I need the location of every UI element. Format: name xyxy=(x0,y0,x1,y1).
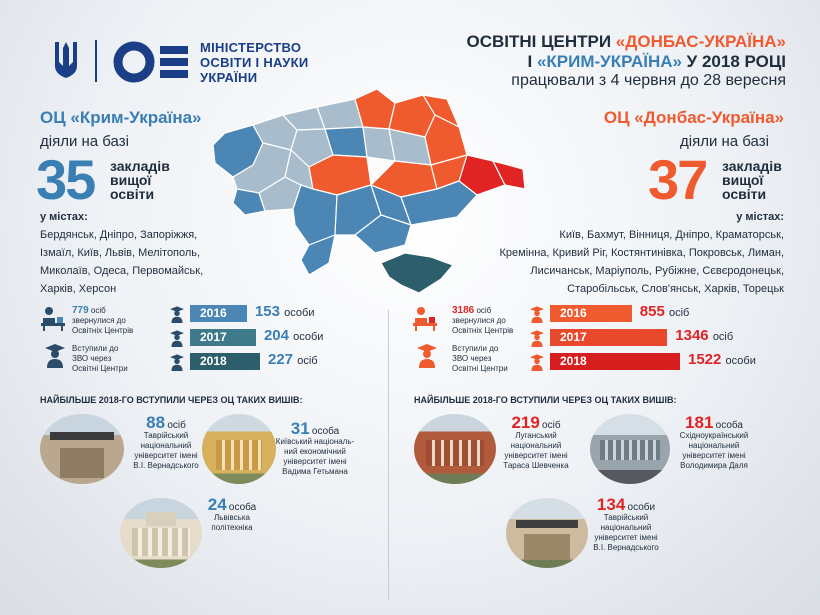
uni-card: 181 особа Східноукраїнський національний університет імені Володимира Даля xyxy=(679,413,749,470)
left-bar-2017 xyxy=(190,329,256,346)
right-bar-value xyxy=(675,327,733,344)
right-count-label: закладів вищої освіти xyxy=(722,158,782,202)
left-oc-title: ОЦ «Крим-Україна» xyxy=(40,108,202,127)
bar-year-label: 2018 xyxy=(200,354,227,368)
uni-card: 31 особа Київський національ- ний економічний університет імені Вадима Гетьмана xyxy=(275,419,355,476)
bar-value-number: 1346 xyxy=(675,327,709,344)
university-photo xyxy=(506,498,588,568)
uni-card: 219 осіб Луганський національний університет імені Тараса Шевченка xyxy=(503,413,569,470)
left-section-title: НАЙБІЛЬШЕ 2018-ГО ВСТУПИЛИ ЧЕРЕЗ ОЦ ТАКИХ ВИШІВ: xyxy=(40,395,303,405)
right-bar-2018 xyxy=(550,353,680,370)
right-enrolled: Вступили до ЗВО через Освітні Центри xyxy=(452,344,508,373)
ministry-name: МІНІСТЕРСТВО ОСВІТИ І НАУКИ УКРАЇНИ xyxy=(200,40,309,85)
university-photo xyxy=(414,414,496,484)
left-bar-value xyxy=(268,351,318,368)
bar-value-number: 227 xyxy=(268,351,294,368)
page-subtitle: працювали з 4 червня до 28 вересня xyxy=(511,72,786,89)
uni-card: 134 особи Таврійський національний університет імені В.І. Вернадського xyxy=(593,495,659,552)
left-enrolled: Вступили до ЗВО через Освітні Центри xyxy=(72,344,128,373)
bar-year-label: 2018 xyxy=(560,354,587,368)
center-divider xyxy=(388,310,389,600)
graduate-icon xyxy=(528,329,546,347)
right-on-base: діяли на базі xyxy=(680,133,769,150)
graduate-icon xyxy=(528,353,546,371)
right-oc-title: ОЦ «Донбас-Україна» xyxy=(603,108,784,127)
bar-value-unit: особи xyxy=(284,307,315,319)
bar-value-unit: осіб xyxy=(297,355,318,367)
university-photo xyxy=(590,414,670,484)
bar-value-unit: осіб xyxy=(668,307,690,319)
graduate-icon xyxy=(44,342,66,368)
left-bar-2018 xyxy=(190,353,260,370)
bar-year-label: 2016 xyxy=(560,306,587,320)
trident-icon xyxy=(52,40,80,80)
desk-person-icon xyxy=(412,306,438,332)
right-cities-header: у містах: xyxy=(736,211,784,223)
right-bar-2017 xyxy=(550,329,667,346)
map-region xyxy=(293,185,337,245)
graduate-icon xyxy=(168,329,186,347)
graduate-icon xyxy=(416,342,438,368)
bar-value-number: 855 xyxy=(639,303,665,320)
left-bar-value xyxy=(255,303,315,320)
bar-value-number: 1522 xyxy=(688,351,722,368)
left-count: 35 xyxy=(36,148,95,211)
bar-value-unit: особи xyxy=(293,331,324,343)
left-cities-header: у містах: xyxy=(40,211,88,223)
right-count: 37 xyxy=(648,148,707,211)
bar-value-unit: особи xyxy=(725,355,756,367)
right-bar-value xyxy=(640,303,690,320)
uni-card: 24 особа Львівська політехніка xyxy=(207,495,257,532)
desk-person-icon xyxy=(40,306,66,332)
graduate-icon xyxy=(168,305,186,323)
graduate-icon xyxy=(168,353,186,371)
bar-year-label: 2017 xyxy=(560,330,587,344)
bar-year-label: 2017 xyxy=(200,330,227,344)
left-bar-2016 xyxy=(190,305,247,322)
ministry-logo-icon xyxy=(112,40,192,84)
right-applied: 3186 осіб звернулися до Освітніх Центрів xyxy=(452,305,514,335)
bar-value-unit: осіб xyxy=(712,331,734,343)
right-section-title: НАЙБІЛЬШЕ 2018-ГО ВСТУПИЛИ ЧЕРЕЗ ОЦ ТАКИХ ВИШІВ: xyxy=(414,395,677,405)
university-photo xyxy=(40,414,124,484)
logo-divider xyxy=(95,40,97,82)
graduate-icon xyxy=(528,305,546,323)
university-photo xyxy=(202,414,276,484)
left-count-label: закладів вищої освіти xyxy=(110,158,170,202)
left-bar-value xyxy=(264,327,324,344)
right-bar-2016 xyxy=(550,305,632,322)
right-cities: Київ, Бахмут, Вінниця, Дніпро, Краматорськ, Кремінна, Кривий Ріг, Костянтинівка, Покровськ, Лиман, Лисичанськ, Маріуполь, Рубіжне, Сєвєродонецьк, Старобільськ, Слов'янськ, Харків, Торецьк xyxy=(499,229,784,295)
left-on-base: діяли на базі xyxy=(40,133,129,150)
bar-value-number: 153 xyxy=(254,303,280,320)
bar-value-number: 204 xyxy=(263,327,289,344)
left-cities: Бердянськ, Дніпро, Запоріжжя, Ізмаїл, Київ, Львів, Мелітополь, Миколаїв, Одеса, Первомайськ, Харків, Херсон xyxy=(40,229,204,295)
uni-card: 88 осіб Таврійський національний університет імені В.І. Вернадського xyxy=(133,413,199,470)
right-bar-value xyxy=(688,351,756,368)
left-applied: 779 осіб звернулися до Освітніх Центрів xyxy=(72,305,134,335)
bar-year-label: 2016 xyxy=(200,306,227,320)
page-title: ОСВІТНІ ЦЕНТРИ «ДОНБАС-УКРАЇНА» І «КРИМ-УКРАЇНА» У 2018 РОЦІ xyxy=(466,32,786,71)
university-photo xyxy=(120,498,202,568)
